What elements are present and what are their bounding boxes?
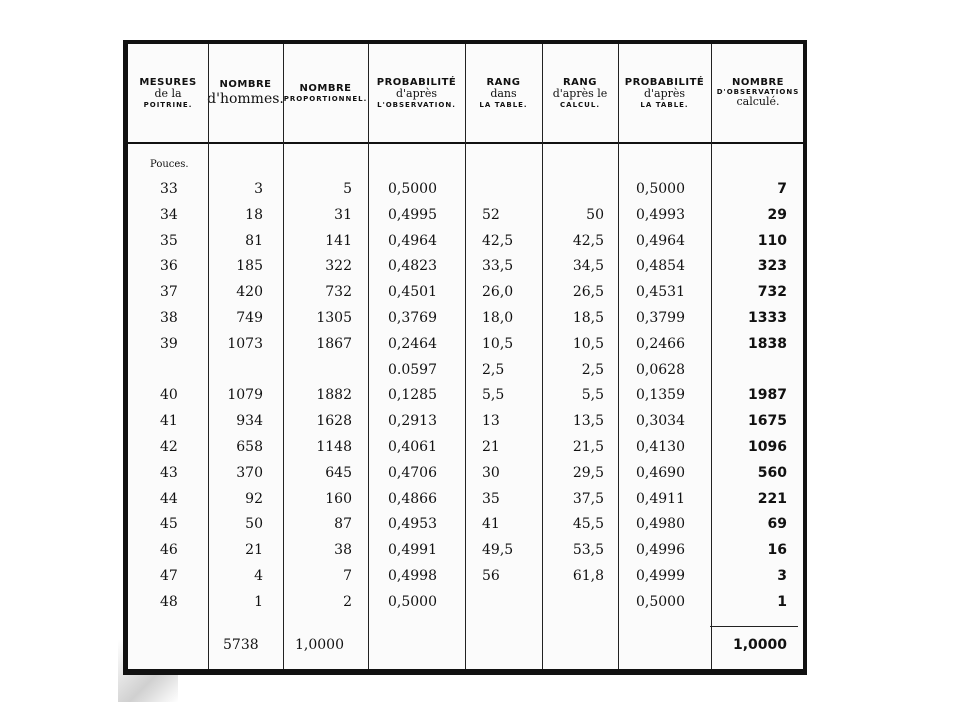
cell-probabilite-table: 0,4996 bbox=[636, 542, 685, 559]
table-row bbox=[128, 382, 803, 408]
cell-nombre-proportionnel: 732 bbox=[325, 284, 352, 301]
cell-nombre-hommes: 4 bbox=[254, 568, 263, 584]
cell-nombre-proportionnel: 141 bbox=[325, 232, 352, 249]
cell-nombre-hommes: 749 bbox=[236, 310, 263, 326]
header-line: d'après bbox=[395, 87, 438, 101]
cell-rang-table: 33,5 bbox=[482, 258, 514, 275]
unit-label: Pouces. bbox=[150, 159, 189, 170]
header-nombre-hommes bbox=[208, 44, 283, 142]
header-nombre-proportionnel bbox=[283, 44, 368, 142]
header-line: POITRINE. bbox=[143, 101, 193, 110]
cell-probabilite-table: 0,4964 bbox=[636, 232, 685, 249]
cell-nombre-calcule: 1096 bbox=[748, 439, 787, 455]
cell-rang-calcul: 10,5 bbox=[572, 335, 604, 352]
cell-probabilite-observation: 0,1285 bbox=[388, 387, 437, 404]
header-line: LA TABLE. bbox=[479, 101, 528, 110]
cell-mesures: 41 bbox=[160, 413, 178, 430]
cell-probabilite-observation: 0,4823 bbox=[388, 258, 437, 275]
cell-nombre-hommes: 420 bbox=[236, 284, 263, 301]
header-line: d'hommes. bbox=[207, 90, 284, 107]
cell-probabilite-observation: 0,4866 bbox=[388, 490, 437, 507]
cell-nombre-hommes: 934 bbox=[236, 413, 263, 430]
cell-nombre-calcule: 69 bbox=[767, 516, 787, 533]
cell-probabilite-table: 0,2466 bbox=[636, 335, 685, 352]
cell-rang-table: 56 bbox=[482, 568, 500, 584]
header-line: d'après le bbox=[552, 87, 608, 101]
cell-rang-calcul: 53,5 bbox=[572, 542, 604, 559]
cell-mesures: 47 bbox=[160, 568, 178, 584]
cell-mesures: 38 bbox=[160, 310, 178, 326]
cell-nombre-proportionnel: 645 bbox=[325, 464, 352, 481]
cell-mesures: 33 bbox=[160, 181, 178, 197]
table-row bbox=[128, 279, 803, 305]
cell-probabilite-table: 0,3034 bbox=[636, 413, 685, 430]
cell-probabilite-table: 0,0628 bbox=[636, 361, 685, 378]
cell-rang-table: 26,0 bbox=[482, 284, 514, 301]
header-line: D'OBSERVATIONS bbox=[716, 88, 800, 97]
cell-nombre-proportionnel: 2 bbox=[343, 593, 352, 610]
cell-nombre-proportionnel: 1867 bbox=[316, 335, 352, 352]
cell-nombre-calcule: 1838 bbox=[748, 335, 787, 352]
cell-probabilite-observation: 0,2913 bbox=[388, 413, 437, 430]
cell-nombre-hommes: 21 bbox=[245, 542, 263, 559]
cell-nombre-proportionnel: 31 bbox=[334, 206, 352, 223]
cell-mesures: 40 bbox=[160, 387, 178, 404]
header-line: RANG bbox=[562, 76, 598, 88]
total-rule bbox=[710, 626, 798, 627]
cell-probabilite-table: 0,4531 bbox=[636, 284, 685, 301]
cell-rang-table: 5,5 bbox=[482, 387, 505, 404]
cell-nombre-calcule: 1987 bbox=[748, 387, 787, 404]
cell-rang-table: 21 bbox=[482, 439, 500, 455]
cell-probabilite-table: 0,4854 bbox=[636, 258, 685, 275]
cell-nombre-proportionnel: 1148 bbox=[316, 439, 352, 455]
header-line: d'après bbox=[643, 87, 686, 101]
header-line: NOMBRE bbox=[219, 79, 272, 91]
header-line: RANG bbox=[486, 76, 521, 88]
cell-nombre-hommes: 658 bbox=[236, 439, 263, 455]
cell-probabilite-observation: 0,5000 bbox=[388, 593, 437, 610]
cell-nombre-calcule: 110 bbox=[757, 232, 787, 249]
cell-nombre-proportionnel: 322 bbox=[325, 258, 352, 275]
table-row bbox=[128, 434, 803, 460]
header-line: MESURES bbox=[139, 76, 197, 88]
cell-nombre-calcule: 221 bbox=[757, 490, 787, 507]
cell-probabilite-table: 0,4999 bbox=[636, 568, 685, 584]
cell-rang-table: 52 bbox=[482, 206, 500, 223]
cell-probabilite-table: 0,1359 bbox=[636, 387, 685, 404]
cell-probabilite-observation: 0,4998 bbox=[388, 568, 437, 584]
cell-mesures: 45 bbox=[160, 516, 178, 533]
cell-nombre-hommes: 370 bbox=[236, 464, 263, 481]
cell-rang-calcul: 29,5 bbox=[572, 464, 604, 481]
header-line: dans bbox=[490, 87, 517, 101]
cell-nombre-calcule: 1,0000 bbox=[733, 637, 788, 653]
cell-nombre-proportionnel: 38 bbox=[334, 542, 352, 559]
cell-nombre-proportionnel: 87 bbox=[334, 516, 352, 533]
cell-rang-calcul: 42,5 bbox=[572, 232, 604, 249]
header-line: CALCUL. bbox=[560, 101, 600, 110]
table-row bbox=[128, 331, 803, 357]
table-row bbox=[128, 357, 803, 383]
table-row bbox=[128, 589, 803, 615]
cell-nombre-calcule: 29 bbox=[767, 206, 787, 223]
table-row bbox=[128, 305, 803, 331]
table-row bbox=[128, 537, 803, 563]
cell-nombre-hommes: 1079 bbox=[227, 387, 263, 404]
cell-nombre-calcule: 560 bbox=[757, 464, 787, 481]
cell-nombre-hommes: 18 bbox=[245, 206, 263, 223]
cell-probabilite-observation: 0,4706 bbox=[388, 464, 437, 481]
header-line: LA TABLE. bbox=[640, 101, 689, 110]
cell-rang-table: 41 bbox=[482, 516, 500, 533]
cell-rang-table: 13 bbox=[482, 413, 500, 430]
header-nombre-calcule bbox=[711, 44, 805, 142]
cell-nombre-hommes: 185 bbox=[236, 258, 263, 275]
table-row bbox=[128, 486, 803, 512]
cell-nombre-proportionnel: 1628 bbox=[316, 413, 352, 430]
cell-nombre-calcule: 732 bbox=[757, 284, 787, 301]
header-probabilite-observation bbox=[368, 44, 465, 142]
cell-rang-calcul: 18,5 bbox=[572, 310, 604, 326]
cell-nombre-proportionnel: 5 bbox=[343, 181, 352, 197]
table-row bbox=[128, 253, 803, 279]
header-line: calculé. bbox=[736, 95, 780, 109]
cell-nombre-calcule: 323 bbox=[757, 258, 787, 275]
cell-probabilite-observation: 0,4991 bbox=[388, 542, 437, 559]
cell-rang-calcul: 2,5 bbox=[581, 361, 604, 378]
cell-nombre-calcule: 1 bbox=[777, 593, 787, 610]
cell-rang-calcul: 5,5 bbox=[581, 387, 604, 404]
header-line: NOMBRE bbox=[732, 76, 784, 88]
table-row bbox=[128, 563, 803, 589]
data-table bbox=[123, 40, 807, 675]
cell-probabilite-table: 0,4980 bbox=[636, 516, 685, 533]
header-line: NOMBRE bbox=[299, 83, 352, 95]
cell-rang-calcul: 26,5 bbox=[572, 284, 604, 301]
cell-rang-table: 42,5 bbox=[482, 232, 514, 249]
cell-rang-table: 2,5 bbox=[482, 361, 505, 378]
cell-rang-table: 10,5 bbox=[482, 335, 514, 352]
header-rang-table bbox=[465, 44, 542, 142]
cell-probabilite-table: 0,4130 bbox=[636, 439, 685, 455]
cell-nombre-proportionnel: 160 bbox=[325, 490, 352, 507]
cell-mesures: 39 bbox=[160, 335, 178, 352]
cell-rang-table: 35 bbox=[482, 490, 500, 507]
cell-nombre-calcule: 7 bbox=[777, 181, 787, 197]
cell-nombre-proportionnel: 1,0000 bbox=[295, 637, 344, 653]
cell-nombre-hommes: 5738 bbox=[223, 637, 259, 653]
cell-rang-calcul: 45,5 bbox=[572, 516, 604, 533]
cell-nombre-calcule: 16 bbox=[767, 542, 787, 559]
header-rang-calcul bbox=[542, 44, 618, 142]
table-row bbox=[128, 511, 803, 537]
cell-probabilite-table: 0,4690 bbox=[636, 464, 685, 481]
cell-nombre-hommes: 3 bbox=[254, 181, 263, 197]
header-line: PROBABILITÉ bbox=[624, 76, 705, 88]
cell-rang-calcul: 37,5 bbox=[572, 490, 604, 507]
totals-row bbox=[128, 632, 803, 658]
cell-mesures: 46 bbox=[160, 542, 178, 559]
cell-mesures: 44 bbox=[160, 490, 178, 507]
cell-nombre-hommes: 1 bbox=[254, 593, 263, 610]
cell-nombre-proportionnel: 7 bbox=[343, 568, 352, 584]
cell-mesures: 48 bbox=[160, 593, 178, 610]
cell-probabilite-observation: 0,4995 bbox=[388, 206, 437, 223]
header-line: PROBABILITÉ bbox=[376, 76, 457, 88]
header-mesures bbox=[128, 44, 208, 142]
cell-nombre-calcule: 1333 bbox=[748, 310, 787, 326]
cell-probabilite-observation: 0,4501 bbox=[388, 284, 437, 301]
table-row bbox=[128, 408, 803, 434]
cell-probabilite-observation: 0,2464 bbox=[388, 335, 437, 352]
cell-probabilite-observation: 0.0597 bbox=[388, 361, 437, 378]
cell-mesures: 37 bbox=[160, 284, 178, 301]
cell-probabilite-table: 0,5000 bbox=[636, 181, 685, 197]
cell-rang-table: 30 bbox=[482, 464, 500, 481]
cell-nombre-hommes: 50 bbox=[245, 516, 263, 533]
cell-rang-calcul: 13,5 bbox=[572, 413, 604, 430]
cell-mesures: 36 bbox=[160, 258, 178, 275]
cell-nombre-hommes: 1073 bbox=[227, 335, 263, 352]
cell-mesures: 43 bbox=[160, 464, 178, 481]
cell-rang-calcul: 34,5 bbox=[572, 258, 604, 275]
cell-nombre-calcule: 1675 bbox=[748, 413, 787, 430]
header-line: de la bbox=[154, 87, 182, 101]
cell-mesures: 42 bbox=[160, 439, 178, 455]
cell-rang-calcul: 61,8 bbox=[572, 568, 604, 584]
table-row bbox=[128, 460, 803, 486]
cell-rang-table: 18,0 bbox=[482, 310, 514, 326]
header-line: L'OBSERVATION. bbox=[377, 101, 456, 110]
cell-mesures: 35 bbox=[160, 232, 178, 249]
cell-nombre-hommes: 92 bbox=[245, 490, 263, 507]
table-row bbox=[128, 176, 803, 202]
header-line: PROPORTIONNEL. bbox=[283, 94, 368, 103]
table-row bbox=[128, 202, 803, 228]
header-probabilite-table bbox=[618, 44, 711, 142]
cell-probabilite-observation: 0,4953 bbox=[388, 516, 437, 533]
cell-nombre-proportionnel: 1305 bbox=[316, 310, 352, 326]
cell-nombre-proportionnel: 1882 bbox=[316, 387, 352, 404]
cell-probabilite-observation: 0,4061 bbox=[388, 439, 437, 455]
cell-rang-calcul: 21,5 bbox=[572, 439, 604, 455]
cell-rang-calcul: 50 bbox=[586, 206, 604, 223]
cell-rang-table: 49,5 bbox=[482, 542, 514, 559]
cell-probabilite-table: 0,5000 bbox=[636, 593, 685, 610]
cell-probabilite-observation: 0,5000 bbox=[388, 181, 437, 197]
cell-probabilite-table: 0,3799 bbox=[636, 310, 685, 326]
cell-probabilite-table: 0,4993 bbox=[636, 206, 685, 223]
cell-probabilite-observation: 0,4964 bbox=[388, 232, 437, 249]
cell-probabilite-table: 0,4911 bbox=[636, 490, 685, 507]
table-row bbox=[128, 228, 803, 254]
cell-mesures: 34 bbox=[160, 206, 178, 223]
cell-nombre-hommes: 81 bbox=[245, 232, 263, 249]
cell-nombre-calcule: 3 bbox=[777, 568, 787, 584]
cell-probabilite-observation: 0,3769 bbox=[388, 310, 437, 326]
